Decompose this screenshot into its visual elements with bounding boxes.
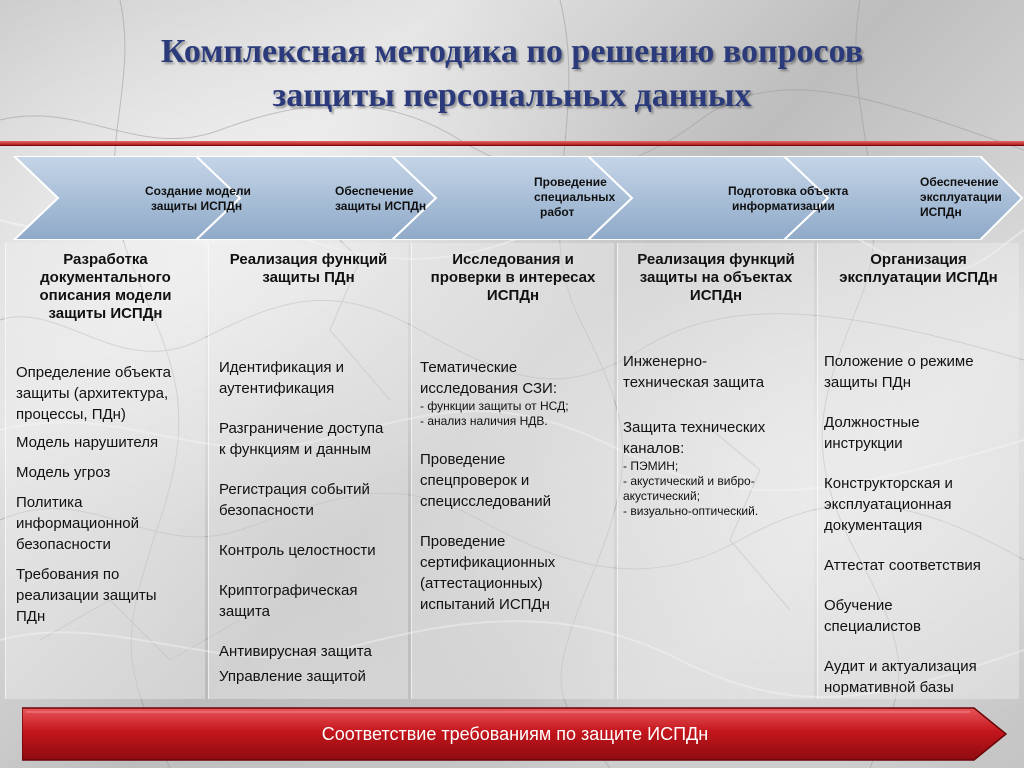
title-line-2: защиты персональных данных [272, 77, 752, 114]
list-item: Контроль целостности [219, 542, 376, 559]
list-item: Криптографическая защита [219, 582, 358, 620]
list-item: Определение объекта защиты (архитектура, процессы, ПДн) [16, 364, 171, 423]
list-item: Разграничение доступа к функциям и данным [219, 420, 384, 458]
list-item: Требования по реализации защиты ПДн [16, 566, 157, 625]
column-heading: Исследования и проверки в интересах ИСПДн [430, 251, 596, 304]
stage-label-1: Создание модели защиты ИСПДн [145, 184, 251, 213]
list-item: Аттестат соответствия [824, 557, 981, 574]
list-item: Антивирусная защита [219, 643, 372, 660]
page-title [0, 30, 1024, 118]
list-item: Управление защитой [219, 668, 366, 685]
footer-text: Соответствие требованиям по защите ИСПДн [321, 723, 709, 744]
list-item: Конструкторская и эксплуатационная документация [824, 475, 953, 534]
list-item: Проведение сертификационных (аттестационных) испытаний ИСПДн [420, 533, 556, 613]
column-objects [617, 243, 814, 699]
list-item: Инженерно- техническая защита [623, 353, 765, 391]
list-item: Модель угроз [16, 464, 111, 481]
list-item: Политика информационной безопасности [16, 494, 139, 553]
list-item: Тематические исследования СЗИ: - функции защиты от НСД; - анализ наличия НДВ. [420, 359, 569, 428]
column-protection [208, 243, 408, 699]
list-item: Положение о режиме защиты ПДн [824, 353, 974, 391]
column-heading: Организация эксплуатации ИСПДн [839, 251, 998, 286]
column-heading: Реализация функций защиты на объектах ИСПДн [637, 251, 795, 304]
column-operation [817, 243, 1019, 699]
list-item: Модель нарушителя [16, 434, 159, 451]
column-heading: Разработка документального описания модели защиты ИСПДн [39, 251, 172, 322]
column-model [5, 243, 205, 699]
list-item: Идентификация и аутентификация [219, 359, 345, 397]
list-item: Регистрация событий безопасности [219, 481, 370, 519]
list-item: Обучение специалистов [824, 597, 921, 635]
stage-label-3: Проведение специальных работ [534, 175, 616, 219]
list-item: Защита технических каналов: - ПЭМИН; - акустический и вибро- акустический; - визуально-оптический. [623, 419, 766, 518]
column-research [411, 243, 614, 699]
list-item: Аудит и актуализация нормативной базы [824, 658, 977, 696]
stage-label-2: Обеспечение защиты ИСПДн [335, 184, 427, 213]
stage-label-4: Подготовка объекта информатизации [728, 184, 849, 213]
title-divider [0, 141, 1024, 146]
title-line-1: Комплексная методика по решению вопросов [160, 33, 864, 70]
stage-label-5: Обеспечение эксплуатации ИСПДн [920, 175, 1002, 219]
list-item: Должностные инструкции [824, 414, 920, 452]
list-item: Проведение спецпроверок и специсследований [420, 451, 551, 510]
column-heading: Реализация функций защиты ПДн [229, 251, 388, 286]
